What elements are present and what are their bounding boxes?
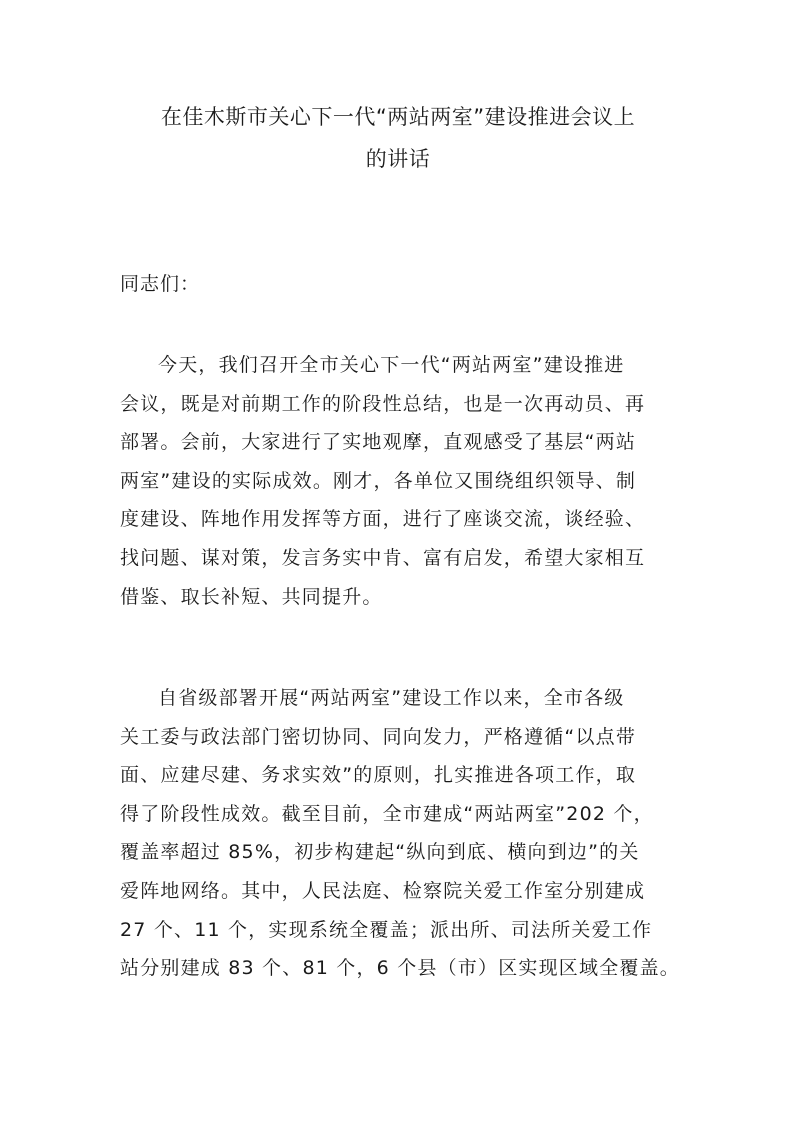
salutation: 同志们： xyxy=(120,273,201,295)
paragraph-line: 爱阵地网络。其中，人民法庭、检察院关爱工作室分别建成 xyxy=(120,879,646,902)
paragraph-line: 借鉴、取长补短、共同提升。 xyxy=(120,585,383,608)
title-line-2: 的讲话 xyxy=(365,147,431,171)
paragraph-line: 得了阶段性成效。截至目前，全市建成“两站两室”202 个， xyxy=(120,802,654,825)
paragraph-line: 关工委与政法部门密切协同、同向发力，严格遵循“以点带 xyxy=(120,725,637,748)
paragraph-line: 27 个、11 个，实现系统全覆盖；派出所、司法所关爱工作 xyxy=(120,918,653,941)
paragraph-line: 覆盖率超过 85%，初步构建起“纵向到底、横向到边”的关 xyxy=(120,841,640,864)
paragraph-line: 部署。会前，大家进行了实地观摩，直观感受了基层“两站 xyxy=(120,431,637,454)
paragraph-line: 今天，我们召开全市关心下一代“两站两室”建设推进 xyxy=(158,354,625,376)
paragraph-1 xyxy=(120,346,680,616)
paragraph-2 xyxy=(120,679,680,988)
paragraph-line: 找问题、谋对策，发言务实中肯、富有启发，希望大家相互 xyxy=(120,546,646,569)
document-title xyxy=(120,96,676,180)
paragraph-line: 会议，既是对前期工作的阶段性总结，也是一次再动员、再 xyxy=(120,392,646,415)
title-line-1: 在佳木斯市关心下一代“两站两室”建设推进会议上 xyxy=(160,105,636,129)
paragraph-line: 度建设、阵地作用发挥等方面，进行了座谈交流，谈经验、 xyxy=(120,508,646,531)
paragraph-line: 两室”建设的实际成效。刚才，各单位又围绕组织领导、制 xyxy=(120,469,637,492)
paragraph-line: 面、应建尽建、务求实效”的原则，扎实推进各项工作，取 xyxy=(120,764,637,787)
paragraph-line: 自省级部署开展“两站两室”建设工作以来，全市各级 xyxy=(158,687,625,709)
paragraph-line: 站分别建成 83 个、81 个，6 个县（市）区实现区域全覆盖。 xyxy=(120,957,681,980)
